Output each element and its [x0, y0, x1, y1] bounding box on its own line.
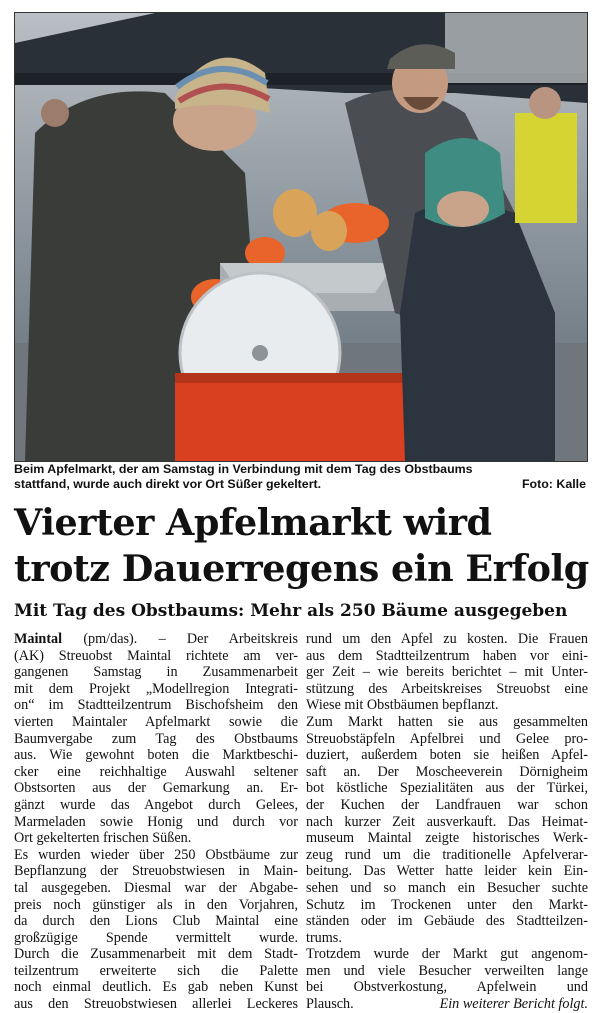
- caption-line-1: Beim Apfelmarkt, der am Samstag in Verbindung mit dem Tag des Obstbaums: [14, 462, 473, 476]
- caption-line-2: stattfand, wurde auch direkt vor Ort Süßer gekeltert.: [14, 477, 322, 491]
- article-line: bot köstliche Spezialitäten aus der Türkei,: [306, 780, 588, 797]
- article-line: Wiese mit Obstbäumen bepflanzt.: [306, 697, 499, 714]
- article-line: aus den Streuobstwiesen allerlei Leckeres: [14, 996, 298, 1013]
- article-line: tal ausgegeben. Diesmal war der Abgabe-: [14, 879, 298, 896]
- article-line: Trotzdem wurde der Markt gut angenom-: [306, 946, 588, 963]
- article-line: nach kurzer Zeit ausverkauft. Das Heimat-: [306, 813, 588, 830]
- subheadline: Mit Tag des Obstbaums: Mehr als 250 Bäume ausgegeben: [14, 601, 568, 621]
- article-line: museum Maintal zeigte historisches Werk-: [306, 830, 588, 847]
- headline-line-1: Vierter Apfelmarkt wird: [14, 501, 492, 544]
- article-line: men und viele Besucher verweilten lange: [306, 962, 588, 979]
- article-line: Marmeladen sowie Honig und durch vor: [14, 813, 298, 830]
- article-column-right: [306, 631, 588, 1013]
- article-line: Zum Markt hatten sie aus gesammelten: [306, 713, 588, 730]
- article-line: cker eine reichhaltige Auswahl seltener: [14, 763, 298, 780]
- article-line: Schutz im Trockenen unter den Markt-: [306, 896, 588, 913]
- article-line: Baumvergabe zum Tag des Obstbaums: [14, 730, 298, 747]
- apple-press-photo: [15, 13, 587, 461]
- article-line: trums.: [306, 929, 342, 946]
- photo-credit: Foto: Kalle: [521, 477, 586, 491]
- article-line: sehen und so manch ein Besucher suchte: [306, 879, 588, 896]
- article-line: großzügige Spende vermittelt wurde.: [14, 929, 298, 946]
- article-line: vierten Maintaler Apfelmarkt sowie die: [14, 713, 298, 730]
- follow-up-note: Ein weiterer Bericht folgt.: [439, 996, 588, 1013]
- article-line: Es wurden wieder über 250 Obstbäume zur: [14, 846, 298, 863]
- article-line: ger Zeit – wie bereits berichtet – mit Unter-: [306, 664, 588, 681]
- article-line: Streuobstäpfeln Apfelbrei und Gelee pro-: [306, 730, 588, 747]
- article-line: on“ im Stadtteilzentrum Bischofsheim den: [14, 697, 298, 714]
- article-line: (AK) Streuobst Maintal richtete am ver-: [14, 647, 298, 664]
- article-line: der Kuchen der Landfrauen war schon: [306, 796, 588, 813]
- article-line: gangenen Samstag in Zusammenarbeit: [14, 664, 298, 681]
- article-line: bei Obstverkostung, Apfelwein und: [306, 979, 588, 996]
- article-line: gänzt wurde das Angebot durch Gelees,: [14, 796, 298, 813]
- article-line: saft an. Der Moscheeverein Dörnigheim: [306, 763, 588, 780]
- article-line: Maintal (pm/das). – Der Arbeitskreis: [14, 631, 298, 647]
- article-column-left: [14, 631, 298, 1013]
- article-line: mit dem Projekt „Modellregion Integrati-: [14, 680, 298, 697]
- article-line: Obstsorten aus der Gemarkung an. Er-: [14, 780, 298, 797]
- article-line-last: Plausch. Ein weiterer Bericht folgt.: [306, 996, 588, 1013]
- article-line: aus. Wie gewohnt boten die Marktbeschi-: [14, 747, 298, 764]
- article-line: aus dem Stadtteilzentrum haben vor eini-: [306, 647, 588, 664]
- article-line: preis noch günstiger als in den Vorjahren,: [14, 896, 298, 913]
- article-line: duziert, außerdem boten sie heißen Apfel-: [306, 747, 588, 764]
- article-line: zeug rund um die traditionelle Apfelverar-: [306, 846, 588, 863]
- article-line: Durch die Zusammenarbeit mit dem Stadt-: [14, 946, 298, 963]
- article-line: beitung. Das Wetter hatte leider kein Ein-: [306, 863, 588, 880]
- news-photo: [14, 12, 588, 462]
- right-column-text: [306, 631, 588, 1013]
- article-line: rund um den Apfel zu kosten. Die Frauen: [306, 631, 588, 647]
- article-line: Ort gekelterten frischen Süßen.: [14, 830, 192, 847]
- article-line: da durch den Lions Club Maintal eine: [14, 913, 298, 930]
- article-line: Bepflanzung der Streuobstwiesen in Main-: [14, 863, 298, 880]
- left-column-text: [14, 631, 298, 1013]
- photo-caption: [14, 462, 586, 492]
- article-line: teilzentrum erweiterte sich die Palette: [14, 962, 298, 979]
- article-line: noch einmal deutlich. Es gab neben Kunst: [14, 979, 298, 996]
- dateline: Maintal: [14, 631, 63, 647]
- headline: [14, 500, 594, 592]
- article-line: ständen oder im Gebäude des Stadtteilzen-: [306, 913, 588, 930]
- headline-line-2: trotz Dauerregens ein Erfolg: [14, 547, 589, 590]
- article-line: stützung des Arbeitskreises Streuobst eine: [306, 680, 588, 697]
